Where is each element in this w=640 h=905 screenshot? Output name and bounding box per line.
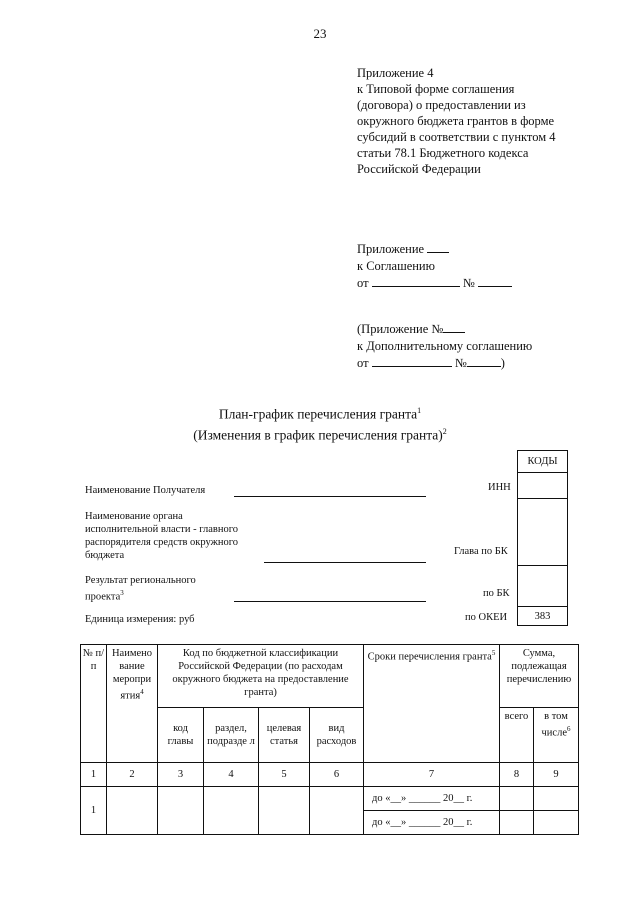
title-line2: (Изменения в график перечисления гранта): [193, 427, 443, 442]
table-cell: [107, 787, 158, 835]
date-cell: до «__» ______ 20__ г.: [364, 811, 500, 835]
date-blank: [372, 275, 460, 287]
date-cell: до «__» ______ 20__ г.: [364, 787, 500, 811]
col-number: 3: [158, 763, 204, 787]
footnote-ref: 3: [120, 589, 124, 597]
col-number: 9: [534, 763, 579, 787]
supp-number-blank: [443, 321, 465, 333]
sub-total-header: всего: [500, 708, 534, 763]
inn-code-cell: [518, 473, 568, 499]
inn-label: ИНН: [488, 482, 511, 493]
col-event-header: [107, 645, 158, 763]
sub-target-header: целевая статья: [259, 708, 310, 763]
bk-code-cell: [518, 566, 568, 607]
project-line: Результат регионального: [85, 575, 196, 586]
project-line-field: [234, 601, 426, 602]
col-number: 6: [310, 763, 364, 787]
sub-incl-header: [534, 708, 579, 763]
bk-label: по БК: [483, 588, 510, 599]
chapter-code-cell: [518, 499, 568, 566]
col-terms-text: Сроки перечисления гранта: [367, 651, 492, 663]
col-number: 4: [204, 763, 259, 787]
schedule-table: [80, 644, 579, 835]
authority-line: распорядителя средств окружного: [85, 537, 239, 548]
table-cell: [204, 787, 259, 835]
authority-line: исполнительной власти - главного: [85, 524, 239, 535]
agreement-annex-label: Приложение: [357, 242, 425, 256]
page-number: 23: [313, 26, 327, 41]
row-num: 1: [81, 787, 107, 835]
annex-line: к Типовой форме соглашения: [357, 82, 515, 96]
unit-label: Единица измерения: руб: [85, 614, 195, 625]
number-blank: [478, 275, 512, 287]
annex-header: [357, 65, 556, 177]
authority-line-field: [264, 562, 426, 563]
sub-type-header: вид расходов: [310, 708, 364, 763]
okei-code-cell: 383: [518, 607, 568, 626]
table-cell: [259, 787, 310, 835]
date-blank: [372, 355, 452, 367]
number-blank: [467, 355, 501, 367]
supp-agreement-label: к Дополнительному соглашению: [357, 339, 533, 353]
authority-label: [85, 510, 238, 562]
authority-line: Наименование органа: [85, 511, 183, 522]
annex-line: статьи 78.1 Бюджетного кодекса: [357, 146, 529, 160]
col-number: 1: [81, 763, 107, 787]
annex-line: (договора) о предоставлении из: [357, 98, 526, 112]
agreement-label: к Соглашению: [357, 259, 435, 273]
col-num-header: № п/п: [81, 645, 107, 763]
col-code-header: Код по бюджетной классификации Российской Федерации (по расходам окружного бюджета на предоставление гранта): [158, 645, 364, 708]
document-title: [0, 402, 640, 443]
agreement-annex-block: [357, 241, 512, 292]
okei-label: по ОКЕИ: [465, 612, 508, 623]
from-label: от: [357, 276, 369, 290]
col-number: 7: [364, 763, 500, 787]
col-event-text: Наимено вание меропри ятия: [111, 648, 153, 702]
number-sign: №: [454, 356, 467, 370]
from-label: от: [357, 356, 369, 370]
table-cell: [500, 787, 534, 811]
codes-header: КОДЫ: [518, 451, 568, 473]
sub-chapter-header: код главы: [158, 708, 204, 763]
col-number: 5: [259, 763, 310, 787]
col-terms-header: [364, 645, 500, 763]
footnote-ref: 5: [491, 649, 496, 657]
footnote-ref: 6: [566, 725, 571, 733]
recipient-line: [234, 496, 426, 497]
authority-line: бюджета: [85, 550, 125, 561]
table-cell: [534, 811, 579, 835]
number-sign: №: [462, 276, 475, 290]
sub-section-header: раздел, подразде л: [204, 708, 259, 763]
col-number: 8: [500, 763, 534, 787]
title-line1: План-график перечисления гранта: [218, 406, 418, 422]
table-cell: [158, 787, 204, 835]
annex-line: окружного бюджета грантов в форме: [357, 114, 555, 128]
col-number: 2: [107, 763, 158, 787]
annex-line: Приложение 4: [357, 66, 434, 80]
footnote-ref: 1: [417, 406, 422, 415]
chapter-label: Глава по БК: [454, 546, 508, 557]
col-sum-header: Сумма, подлежащая перечислению: [500, 645, 579, 708]
codes-table: [517, 450, 568, 626]
closing-paren: ): [500, 356, 505, 370]
recipient-label: Наименование Получателя: [85, 485, 206, 496]
project-label: [85, 574, 196, 604]
table-cell: [534, 787, 579, 811]
footnote-ref: 4: [140, 688, 144, 696]
annex-line: субсидий в соответствии с пунктом 4: [357, 130, 556, 144]
sub-incl-text: в том числе: [541, 711, 568, 739]
table-cell: [500, 811, 534, 835]
supp-annex-label: (Приложение №: [357, 322, 444, 336]
table-cell: [310, 787, 364, 835]
annex-line: Российской Федерации: [357, 162, 481, 176]
supplementary-annex-block: [357, 321, 532, 372]
footnote-ref: 2: [442, 426, 447, 436]
annex-number-blank: [427, 241, 449, 253]
project-line: проекта: [85, 591, 121, 603]
